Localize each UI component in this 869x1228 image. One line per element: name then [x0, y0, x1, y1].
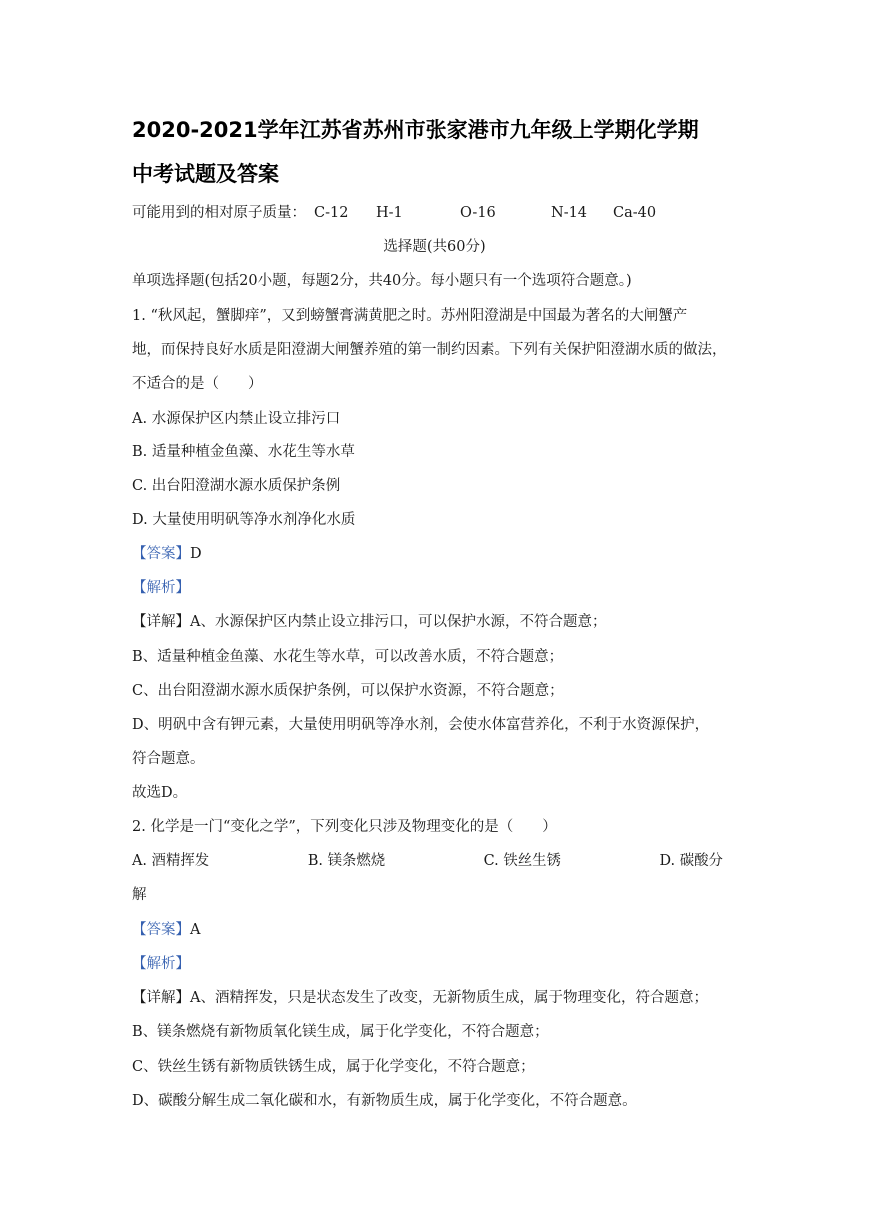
document-title-line-1: 2020-2021学年江苏省苏州市张家港市九年级上学期化学期 [132, 118, 699, 142]
atomic-mass-ca: Ca-40 [613, 205, 657, 221]
q1-analysis-tag: 【解析】 [132, 580, 190, 596]
q1-stem-line-2: 地，而保持良好水质是阳澄湖大闸蟹养殖的第一制约因素。下列有关保护阳澄湖水质的做法， [132, 342, 727, 358]
section-instruction: 单项选择题(包括20小题，每题2分，共40分。每小题只有一个选项符合题意。) [132, 273, 632, 289]
q1-answer [132, 544, 202, 564]
q2-option-d: D. 碳酸分 [659, 853, 723, 869]
q2-stem: 2. 化学是一门“变化之学”，下列变化只涉及物理变化的是（ ） [132, 819, 557, 835]
q1-detail-tag: 【详解】 [132, 614, 190, 630]
q1-detail-line-1 [132, 612, 606, 632]
q1-option-a: A. 水源保护区内禁止设立排污口 [132, 411, 341, 427]
q1-stem-line-3: 不适合的是（ ） [132, 376, 263, 392]
q2-option-a: A. 酒精挥发 [132, 853, 210, 869]
q2-option-b: B. 镁条燃烧 [307, 853, 386, 869]
q1-detail-line-3: C、出台阳澄湖水源水质保护条例，可以保护水资源，不符合题意； [132, 683, 564, 699]
atomic-mass-h: H-1 [376, 205, 403, 221]
q1-answer-value: D [190, 546, 202, 562]
q1-detail-line-4: D、明矾中含有钾元素，大量使用明矾等净水剂，会使水体富营养化，不利于水资源保护， [132, 717, 710, 733]
q1-answer-tag: 【答案】 [132, 546, 190, 562]
q2-detail-line-3: C、铁丝生锈有新物质铁锈生成，属于化学变化，不符合题意； [132, 1059, 535, 1075]
q2-answer [132, 920, 200, 940]
document-title-line-2: 中考试题及答案 [132, 162, 279, 186]
q2-analysis-tag: 【解析】 [132, 956, 190, 972]
atomic-mass-c: C-12 [314, 205, 349, 221]
atomic-mass-label: 可能用到的相对原子质量： [132, 205, 306, 221]
q2-option-c: C. 铁丝生锈 [483, 853, 561, 869]
atomic-mass-n: N-14 [551, 205, 588, 221]
q1-option-c: C. 出台阳澄湖水源水质保护条例 [132, 478, 341, 494]
q1-detail-text-1: A、水源保护区内禁止设立排污口，可以保护水源，不符合题意； [190, 614, 607, 630]
q2-detail-line-1 [132, 988, 708, 1008]
q2-answer-value: A [190, 922, 201, 938]
q2-detail-tag: 【详解】 [132, 990, 190, 1006]
q1-detail-line-5: 符合题意。 [132, 751, 205, 767]
atomic-mass-o: O-16 [460, 205, 496, 221]
q1-conclusion: 故选D。 [132, 785, 188, 801]
q2-detail-line-2: B、镁条燃烧有新物质氧化镁生成，属于化学变化，不符合题意； [132, 1024, 549, 1040]
q1-stem-line-1: 1. “秋风起，蟹脚痒”，又到螃蟹膏满黄肥之时。苏州阳澄湖是中国最为著名的大闸蟹产 [132, 308, 688, 324]
q2-answer-tag: 【答案】 [132, 922, 190, 938]
q2-detail-line-4: D、碳酸分解生成二氧化碳和水，有新物质生成，属于化学变化，不符合题意。 [132, 1093, 637, 1109]
section-heading: 选择题(共60分) [383, 239, 486, 255]
q2-detail-text-1: A、酒精挥发，只是状态发生了改变，无新物质生成，属于物理变化，符合题意； [190, 990, 708, 1006]
q1-detail-line-2: B、适量种植金鱼藻、水花生等水草，可以改善水质，不符合题意； [132, 649, 564, 665]
q2-option-d-wrap: 解 [132, 887, 147, 903]
q1-option-b: B. 适量种植金鱼藻、水花生等水草 [132, 444, 355, 460]
q1-option-d: D. 大量使用明矾等净水剂净化水质 [132, 512, 356, 528]
